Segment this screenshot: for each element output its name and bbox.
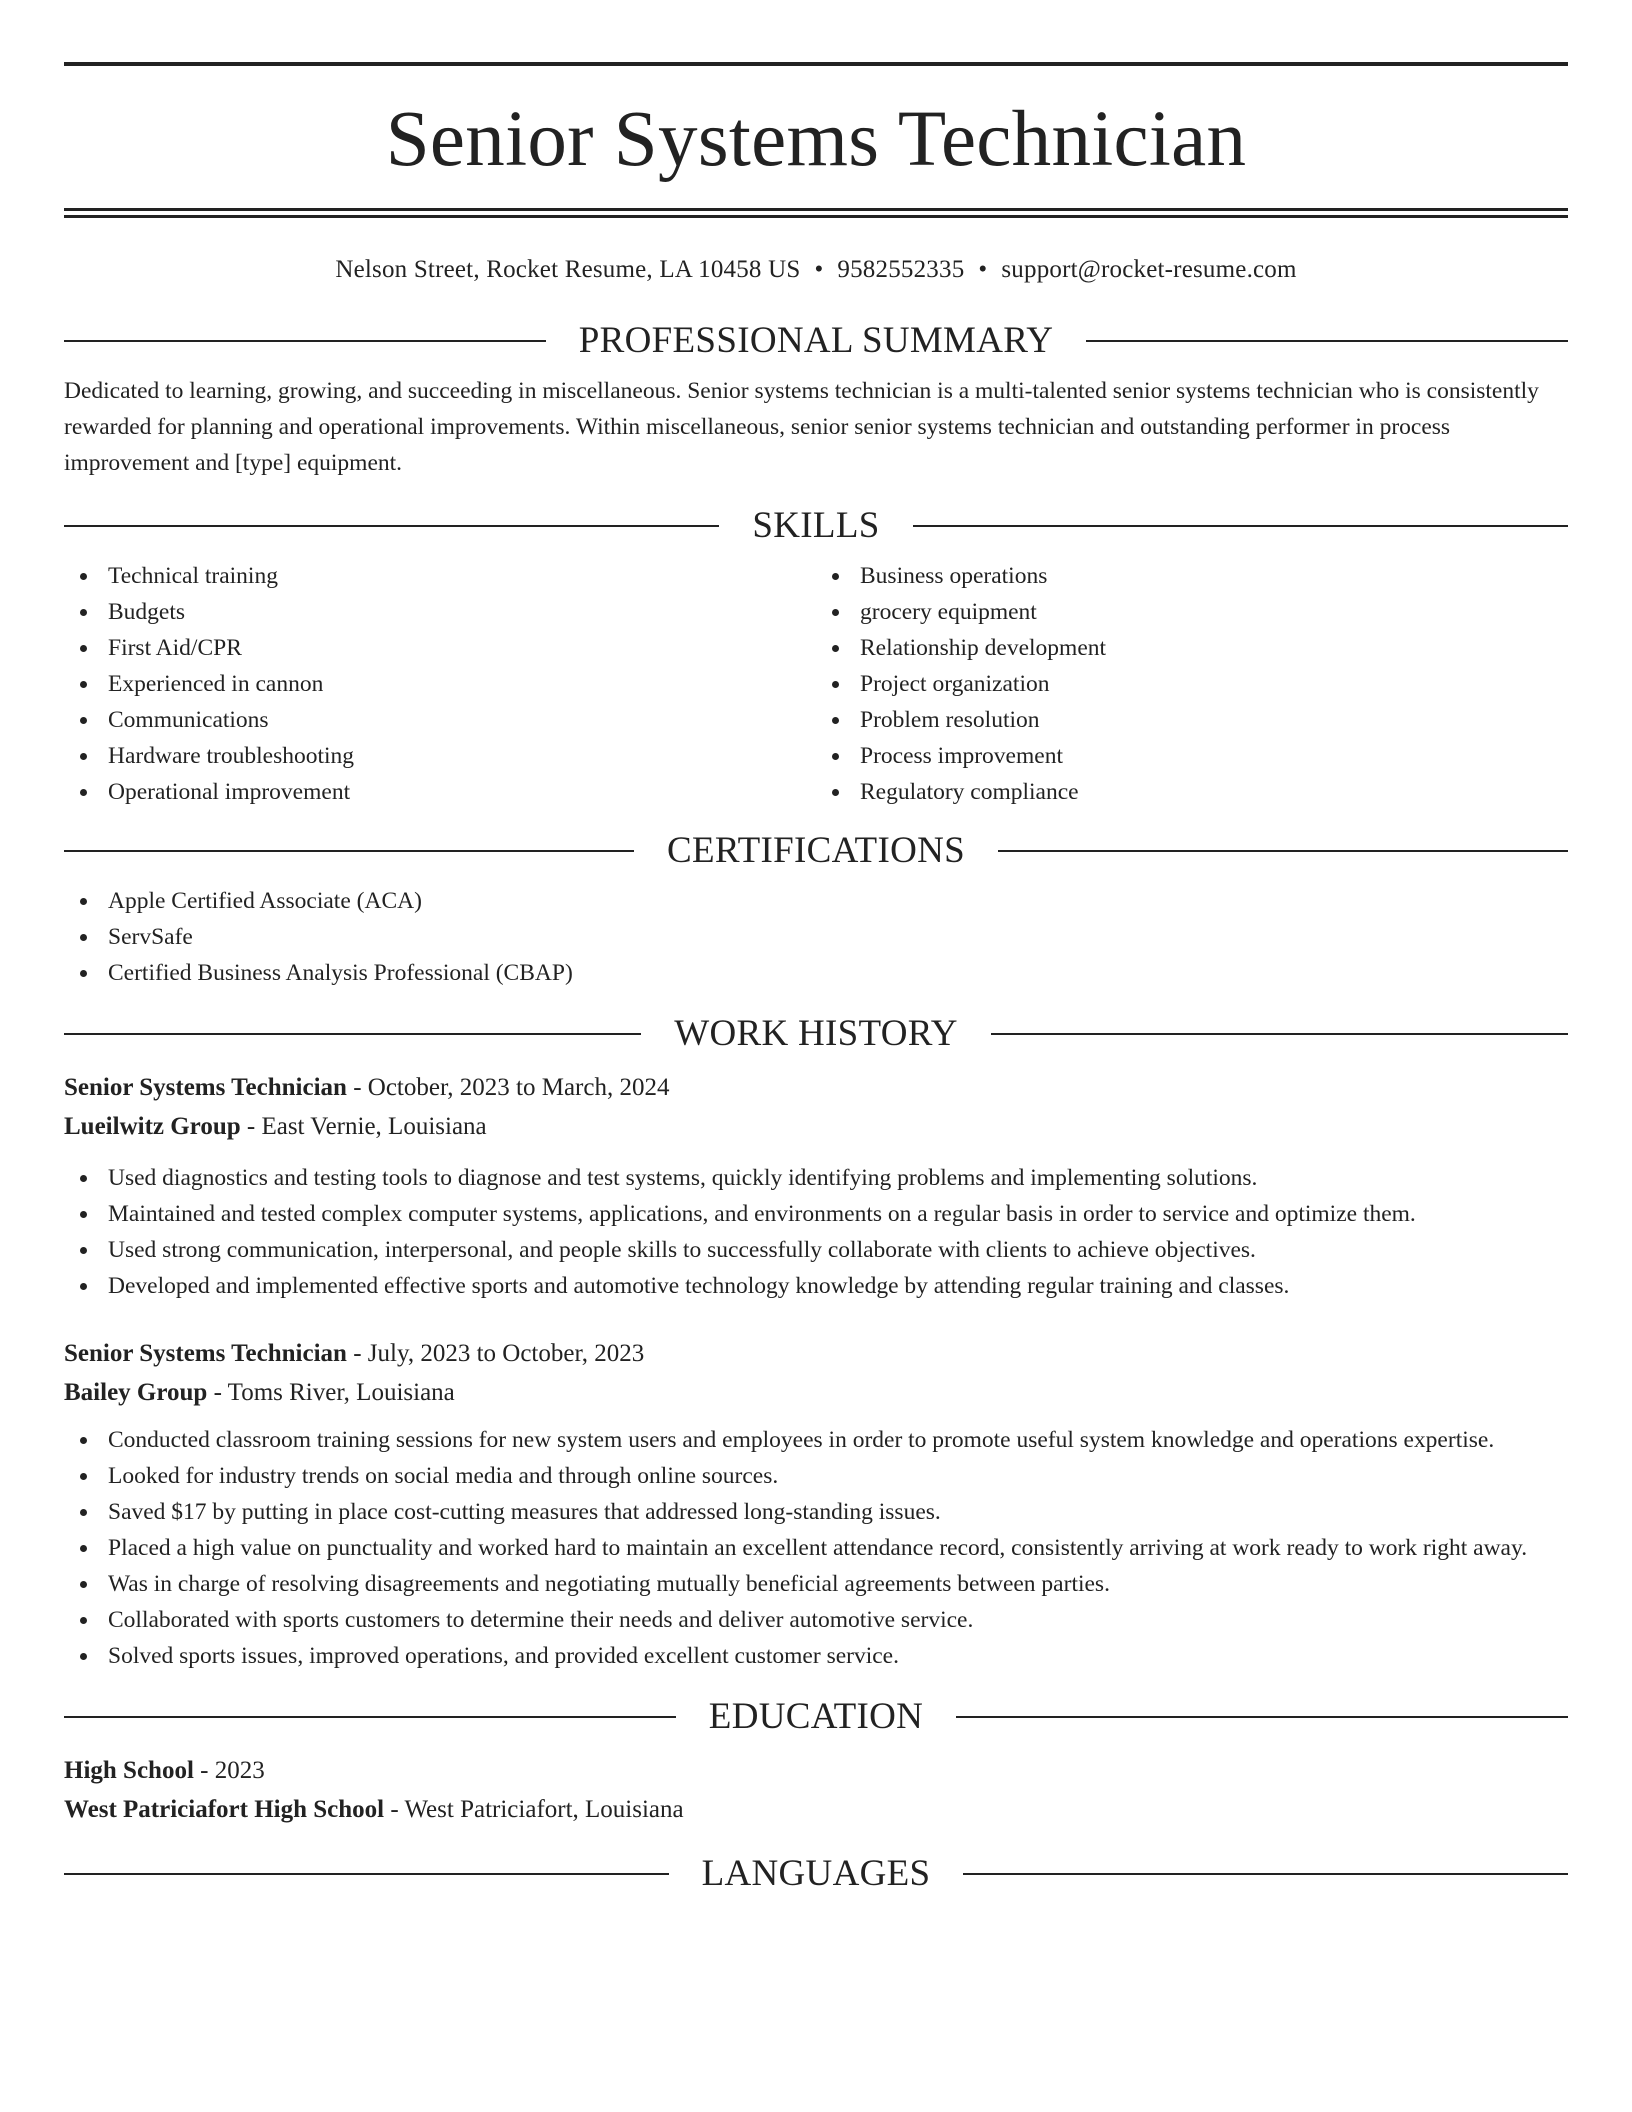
education-entry [64, 1751, 1568, 1829]
list-item: Project organization [816, 666, 1568, 702]
list-item: Placed a high value on punctuality and worked hard to maintain an excellent attendance record, consistently arriving at work ready to work right away. [64, 1530, 1568, 1566]
skills-list-right [816, 558, 1568, 810]
contact-line [64, 257, 1568, 282]
skills-grid [64, 558, 1568, 810]
list-item: Solved sports issues, improved operations, and provided excellent customer service. [64, 1638, 1568, 1674]
list-item: Relationship development [816, 630, 1568, 666]
section-rule [913, 525, 1568, 527]
contact-email[interactable]: support@rocket-resume.com [1001, 256, 1297, 283]
education-school-line [64, 1790, 1568, 1829]
list-item: Maintained and tested complex computer systems, applications, and environments on a regular basis in order to service and optimize them. [64, 1196, 1568, 1232]
job-company: Bailey Group [64, 1379, 208, 1406]
job-location: - Toms River, Louisiana [207, 1379, 455, 1406]
list-item: Developed and implemented effective sports and automotive technology knowledge by attending regular training and classes. [64, 1268, 1568, 1304]
list-item: ServSafe [64, 919, 1568, 955]
section-rule [64, 1873, 669, 1875]
job-dates: - October, 2023 to March, 2024 [346, 1074, 670, 1101]
list-item: Budgets [64, 594, 816, 630]
job-company-line [64, 1107, 1568, 1146]
job-entry [64, 1334, 1568, 1674]
list-item: Process improvement [816, 738, 1568, 774]
section-rule [963, 1873, 1568, 1875]
job-role: Senior Systems Technician [64, 1340, 347, 1367]
section-header-summary [64, 322, 1568, 359]
section-rule [64, 1033, 641, 1035]
section-rule [991, 1033, 1568, 1035]
list-item: Problem resolution [816, 702, 1568, 738]
list-item: Used diagnostics and testing tools to diagnose and test systems, quickly identifying problems and implementing solutions. [64, 1160, 1568, 1196]
resume-title: Senior Systems Technician [385, 96, 1247, 183]
summary-text: Dedicated to learning, growing, and succeeding in miscellaneous. Senior systems technician is a multi-talented senior systems technician who is consistently rewarded for planning and operational improvements. Within miscellaneous, senior senior systems technician and outstanding performer in process improvement and [type] equipment. [64, 378, 1539, 476]
list-item: Was in charge of resolving disagreements and negotiating mutually beneficial agreements between parties. [64, 1566, 1568, 1602]
contact-separator: • [978, 256, 988, 283]
education-year: - 2023 [193, 1757, 265, 1784]
contact-separator: • [814, 256, 824, 283]
education-location: - West Patriciafort, Louisiana [384, 1796, 684, 1823]
contact-address: Nelson Street, Rocket Resume, LA 10458 US [335, 256, 801, 283]
section-title: LANGUAGES [701, 1853, 931, 1894]
job-company: Lueilwitz Group [64, 1113, 241, 1140]
education-degree-line [64, 1751, 1568, 1790]
list-item: Saved $17 by putting in place cost-cutting measures that addressed long-standing issues. [64, 1494, 1568, 1530]
list-item: Conducted classroom training sessions for new system users and employees in order to promote useful system knowledge and operations expertise. [64, 1422, 1568, 1458]
top-rule [64, 62, 1568, 66]
contact-phone[interactable]: 9582552335 [837, 256, 965, 283]
section-header-languages [64, 1855, 1568, 1892]
job-location: - East Vernie, Louisiana [240, 1113, 487, 1140]
list-item: Operational improvement [64, 774, 816, 810]
section-rule [64, 525, 719, 527]
section-rule [956, 1716, 1568, 1718]
list-item: Experienced in cannon [64, 666, 816, 702]
job-role-line [64, 1334, 1568, 1373]
job-role-line [64, 1068, 1568, 1107]
job-dates: - July, 2023 to October, 2023 [346, 1340, 645, 1367]
section-rule [64, 1716, 676, 1718]
list-item: Regulatory compliance [816, 774, 1568, 810]
double-rule [64, 208, 1568, 218]
list-item: Used strong communication, interpersonal, and people skills to successfully collaborate with clients to achieve objectives. [64, 1232, 1568, 1268]
job-bullets [64, 1160, 1568, 1304]
education-degree: High School [64, 1757, 194, 1784]
job-company-line [64, 1373, 1568, 1412]
list-item: Technical training [64, 558, 816, 594]
list-item: Business operations [816, 558, 1568, 594]
list-item: Certified Business Analysis Professional (CBAP) [64, 955, 1568, 991]
section-header-work-history [64, 1015, 1568, 1052]
job-entry [64, 1068, 1568, 1304]
section-rule [64, 340, 546, 342]
education-school: West Patriciafort High School [64, 1796, 385, 1823]
section-rule [64, 850, 634, 852]
section-header-skills [64, 507, 1568, 544]
section-header-certifications [64, 832, 1568, 869]
section-title: WORK HISTORY [674, 1013, 958, 1054]
list-item: Collaborated with sports customers to determine their needs and deliver automotive service. [64, 1602, 1568, 1638]
section-title: PROFESSIONAL SUMMARY [578, 320, 1054, 361]
certifications-list [64, 883, 1568, 991]
list-item: Apple Certified Associate (ACA) [64, 883, 1568, 919]
section-title: EDUCATION [708, 1696, 924, 1737]
section-title: SKILLS [752, 505, 880, 546]
section-title: CERTIFICATIONS [667, 830, 965, 871]
section-rule [998, 850, 1568, 852]
list-item: Looked for industry trends on social media and through online sources. [64, 1458, 1568, 1494]
list-item: grocery equipment [816, 594, 1568, 630]
job-role: Senior Systems Technician [64, 1074, 347, 1101]
section-rule [1086, 340, 1568, 342]
list-item: Hardware troubleshooting [64, 738, 816, 774]
list-item: Communications [64, 702, 816, 738]
skills-list-left [64, 558, 816, 810]
list-item: First Aid/CPR [64, 630, 816, 666]
job-bullets [64, 1422, 1568, 1674]
section-header-education [64, 1698, 1568, 1735]
